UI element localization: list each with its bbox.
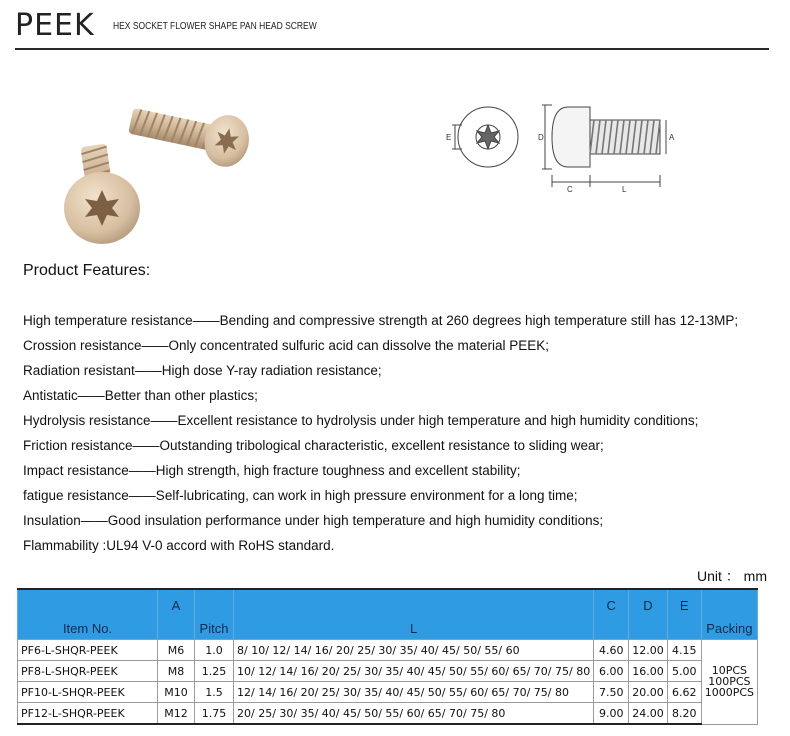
cell-e: 4.15	[667, 640, 701, 661]
feature-item: Crossion resistance——Only concentrated sulfuric acid can dissolve the material PEEK;	[23, 338, 549, 353]
cell-d: 16.00	[629, 661, 668, 682]
cell-pitch: 1.75	[195, 703, 234, 725]
label-e: E	[446, 133, 452, 142]
header-subtitle: HEX SOCKET FLOWER SHAPE PAN HEAD SCREW	[113, 21, 317, 32]
table-row	[18, 661, 758, 682]
cell-l: 10/ 12/ 14/ 16/ 20/ 25/ 30/ 35/ 40/ 45/ 50/ 55/ 60/ 65/ 70/ 75/ 80	[234, 661, 594, 682]
table-row	[18, 682, 758, 703]
dimension-diagram	[440, 95, 680, 195]
cell-a: M6	[158, 640, 195, 661]
feature-item: Antistatic——Better than other plastics;	[23, 388, 258, 403]
col-e: E	[667, 589, 701, 640]
product-photo	[30, 90, 330, 255]
header-divider	[15, 48, 769, 50]
feature-item: Impact resistance——High strength, high fracture toughness and excellent stability;	[23, 463, 521, 478]
feature-item: Friction resistance——Outstanding tribological characteristic, excellent resistance to sliding wear;	[23, 438, 604, 453]
cell-c: 7.50	[594, 682, 629, 703]
col-a: A	[158, 589, 195, 640]
cell-e: 5.00	[667, 661, 701, 682]
cell-c: 6.00	[594, 661, 629, 682]
cell-d: 12.00	[629, 640, 668, 661]
col-pitch: Pitch	[195, 589, 234, 640]
cell-d: 24.00	[629, 703, 668, 725]
screw-back	[125, 95, 253, 171]
packing-option: 10PCS	[711, 664, 747, 678]
cell-a: M12	[158, 703, 195, 725]
col-packing: Packing	[701, 589, 757, 640]
col-l: L	[234, 589, 594, 640]
cell-e: 8.20	[667, 703, 701, 725]
header-title: PEEK	[15, 8, 95, 43]
label-c: C	[567, 185, 573, 194]
cell-a: M10	[158, 682, 195, 703]
label-d: D	[538, 133, 544, 142]
cell-l: 20/ 25/ 30/ 35/ 40/ 45/ 50/ 55/ 60/ 65/ 70/ 75/ 80	[234, 703, 594, 725]
features-list	[23, 308, 738, 558]
packing-option: 1000PCS	[704, 686, 754, 700]
spec-table	[17, 588, 758, 725]
cell-item: PF6-L-SHQR-PEEK	[18, 640, 158, 661]
side-view	[542, 105, 660, 169]
cell-c: 9.00	[594, 703, 629, 725]
cell-pitch: 1.5	[195, 682, 234, 703]
cell-l: 12/ 14/ 16/ 20/ 25/ 30/ 35/ 40/ 45/ 50/ 55/ 60/ 65/ 70/ 75/ 80	[234, 682, 594, 703]
table-row	[18, 640, 758, 661]
feature-item: Flammability :UL94 V-0 accord with RoHS standard.	[23, 538, 335, 553]
feature-item: fatigue resistance——Self-lubricating, can work in high pressure environment for a long time;	[23, 488, 578, 503]
cell-pitch: 1.25	[195, 661, 234, 682]
cell-item: PF10-L-SHQR-PEEK	[18, 682, 158, 703]
cell-d: 20.00	[629, 682, 668, 703]
feature-item: Radiation resistant——High dose Y-ray radiation resistance;	[23, 363, 382, 378]
cell-item: PF12-L-SHQR-PEEK	[18, 703, 158, 725]
col-d: D	[629, 589, 668, 640]
cell-e: 6.62	[667, 682, 701, 703]
table-header-row	[18, 589, 758, 640]
feature-item: Insulation——Good insulation performance under high temperature and high humidity conditions;	[23, 513, 604, 528]
unit-label: Unit ： mm	[697, 568, 767, 584]
cell-l: 8/ 10/ 12/ 14/ 16/ 20/ 25/ 30/ 35/ 40/ 45/ 50/ 55/ 60	[234, 640, 594, 661]
cell-item: PF8-L-SHQR-PEEK	[18, 661, 158, 682]
cell-c: 4.60	[594, 640, 629, 661]
front-view	[452, 107, 518, 167]
feature-item: Hydrolysis resistance——Excellent resistance to hydrolysis under high temperature and high humidity conditions;	[23, 413, 699, 428]
packing-option: 100PCS	[708, 675, 751, 689]
col-c: C	[594, 589, 629, 640]
table-row	[18, 703, 758, 725]
screw-front	[64, 144, 140, 244]
cell-packing	[701, 640, 757, 725]
cell-a: M8	[158, 661, 195, 682]
feature-item: High temperature resistance——Bending and compressive strength at 260 degrees high temperature still has 12-13MP;	[23, 313, 739, 328]
cell-pitch: 1.0	[195, 640, 234, 661]
features-title: Product Features:	[23, 262, 151, 279]
label-a: A	[669, 133, 675, 142]
label-l: L	[622, 185, 627, 194]
col-item: Item No.	[18, 589, 158, 640]
